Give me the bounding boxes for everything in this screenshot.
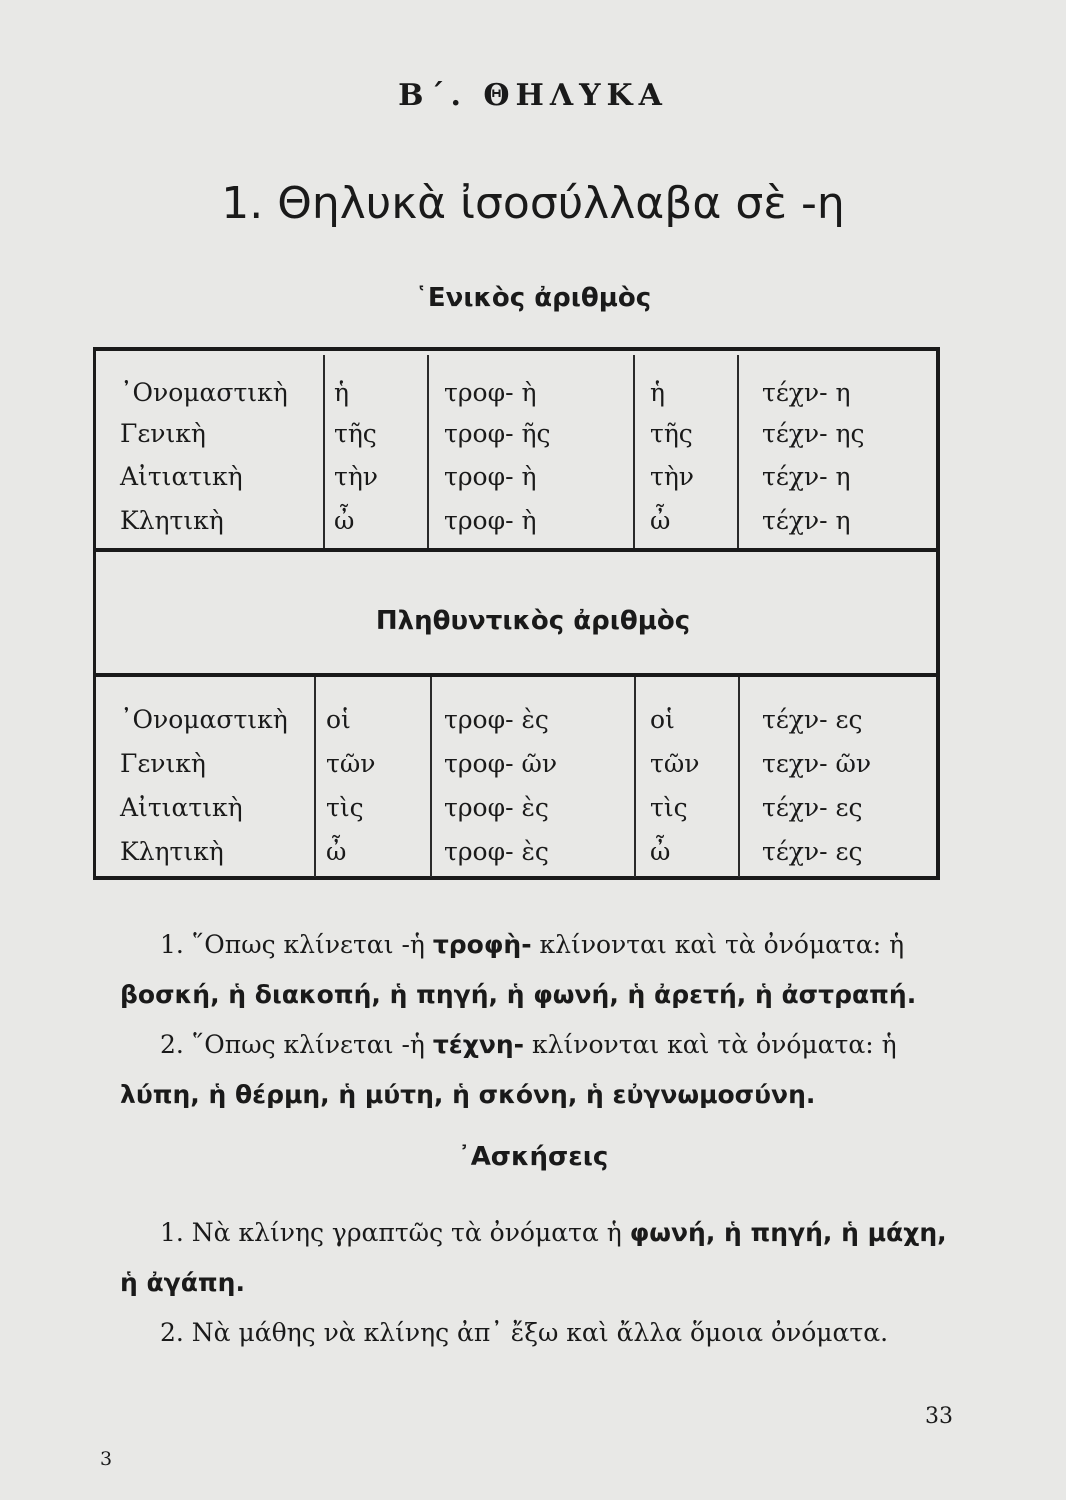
note-1-examples: βοσκή, ἡ διακοπή, ἡ πηγή, ἡ φωνή, ἡ ἀρετή, ἡ ἀστραπή. [120, 980, 917, 1009]
article: ὦ [650, 506, 671, 535]
article: ἡ [650, 378, 665, 407]
article: ὦ [326, 837, 347, 866]
form-techni: τεχν- ῶν [762, 749, 872, 778]
article: τῆς [334, 419, 377, 448]
declension-notes [120, 920, 950, 1120]
form-trofi: τροφ- ὲς [444, 837, 549, 866]
note-2-prefix: 2. ῞Οπως κλίνεται -ἡ [160, 1030, 433, 1059]
page-number: 33 [925, 1404, 953, 1429]
note-1-mid: κλίνονται καὶ τὰ ὀνόματα: ἡ [531, 930, 905, 959]
col-rule [430, 677, 432, 877]
form-trofi: τροφ- ὲς [444, 705, 549, 734]
form-techni: τέχν- η [762, 462, 851, 491]
plural-heading: Πληθυντικὸς ἀριθμὸς [375, 606, 691, 636]
form-techni: τέχν- η [762, 506, 851, 535]
note-2-examples: λύπη, ἡ θέρμη, ἡ μύτη, ἡ σκόνη, ἡ εὐγνωμοσύνη. [120, 1080, 816, 1109]
note-2-model: τέχνη- [432, 1030, 525, 1059]
article: οἱ [650, 705, 675, 734]
exercises-heading: ᾿Ασκήσεις [457, 1142, 609, 1172]
form-techni: τέχν- ες [762, 705, 863, 734]
col-rule [738, 677, 740, 877]
form-techni: τέχν- ες [762, 793, 863, 822]
form-trofi: τροφ- ὴ [444, 378, 537, 407]
article: τὶς [326, 793, 364, 822]
note-1-model: τροφὴ- [432, 930, 532, 959]
singular-heading: ῾Ενικὸς ἀριθμὸς [414, 283, 652, 313]
col-rule [323, 355, 325, 548]
case-label: ᾿Ονομαστικὴ [120, 378, 288, 407]
case-label: Κλητικὴ [120, 837, 224, 866]
article: ἡ [334, 378, 349, 407]
section-title: Β΄. ΘΗΛΥΚΑ [398, 78, 668, 113]
article: τῶν [326, 749, 376, 778]
case-label: Κλητικὴ [120, 506, 224, 535]
signature-mark: 3 [100, 1448, 113, 1470]
case-label: Γενικὴ [120, 419, 206, 448]
article: τὶς [650, 793, 688, 822]
form-trofi: τροφ- ῆς [444, 419, 551, 448]
form-trofi: τροφ- ὴ [444, 506, 537, 535]
exercise-1-line2: ἡ ἀγάπη. [120, 1268, 245, 1297]
form-trofi: τροφ- ῶν [444, 749, 558, 778]
exercises [120, 1208, 950, 1358]
form-techni: τέχν- η [762, 378, 851, 407]
form-techni: τέχν- ες [762, 837, 863, 866]
article: τὴν [650, 462, 695, 491]
col-rule [634, 677, 636, 877]
article: τὴν [334, 462, 379, 491]
exercise-1-words: φωνή, ἡ πηγή, ἡ μάχη, [629, 1218, 947, 1247]
table-divider-bottom [93, 673, 940, 677]
article: τῶν [650, 749, 700, 778]
article: οἱ [326, 705, 351, 734]
col-rule [633, 355, 635, 548]
col-rule [737, 355, 739, 548]
case-label: Γενικὴ [120, 749, 206, 778]
note-1-prefix: 1. ῞Οπως κλίνεται -ἡ [160, 930, 433, 959]
form-trofi: τροφ- ὲς [444, 793, 549, 822]
col-rule [314, 677, 316, 877]
form-trofi: τροφ- ὴ [444, 462, 537, 491]
table-divider-top [93, 548, 940, 552]
lesson-title: 1. Θηλυκὰ ἰσοσύλλαβα σὲ -η [221, 178, 845, 229]
note-2-mid: κλίνονται καὶ τὰ ὀνόματα: ἡ [524, 1030, 897, 1059]
exercise-2: 2. Νὰ μάθης νὰ κλίνης ἀπ᾿ ἔξω καὶ ἄλλα ὅμοια ὀνόματα. [160, 1318, 889, 1347]
col-rule [427, 355, 429, 548]
case-label: Αἰτιατικὴ [120, 793, 243, 822]
article: τῆς [650, 419, 693, 448]
article: ὦ [334, 506, 355, 535]
case-label: ᾿Ονομαστικὴ [120, 705, 288, 734]
exercise-1-prefix: 1. Νὰ κλίνης γραπτῶς τὰ ὀνόματα ἡ [160, 1218, 630, 1247]
form-techni: τέχν- ης [762, 419, 865, 448]
case-label: Αἰτιατικὴ [120, 462, 243, 491]
article: ὦ [650, 837, 671, 866]
